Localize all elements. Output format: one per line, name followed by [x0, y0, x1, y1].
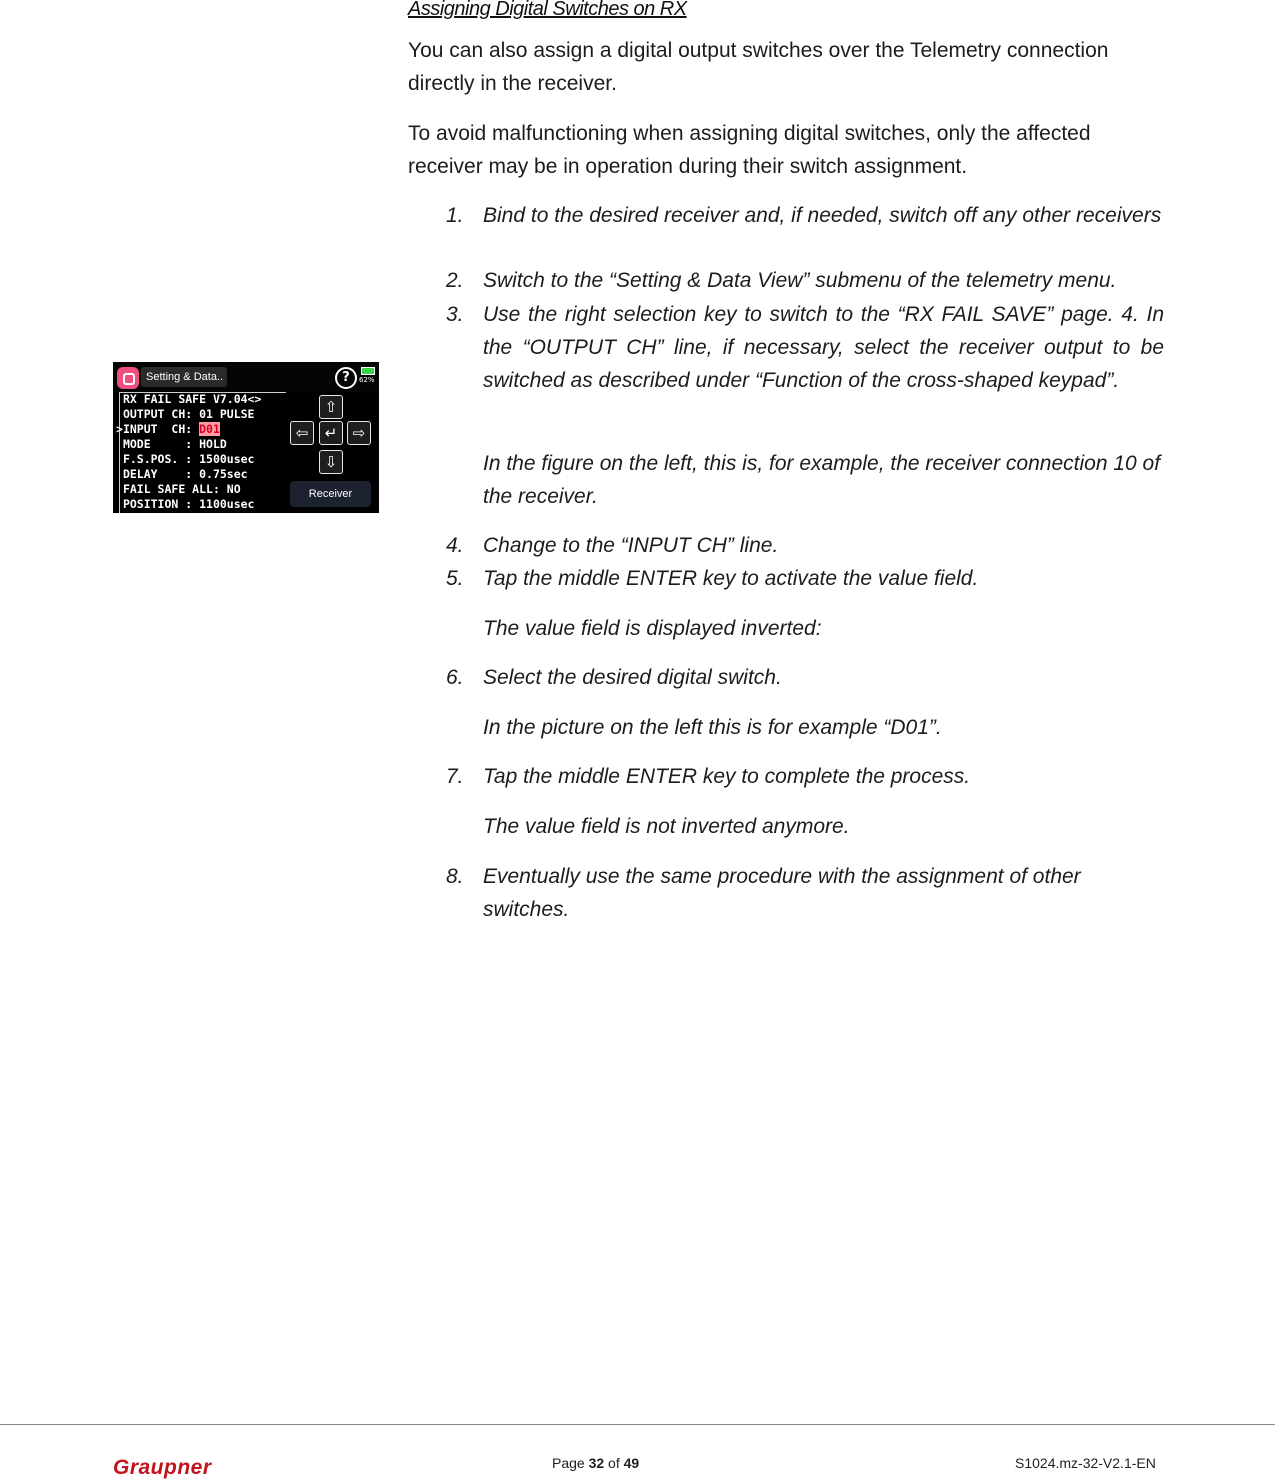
- menu-line-delay[interactable]: DELAY : 0.75sec: [122, 467, 248, 481]
- note-receiver-connection: In the figure on the left, this is, for example, the receiver connection 10 of the receiver.: [483, 452, 1161, 508]
- step-text: Change to the “INPUT CH” line.: [483, 534, 779, 557]
- enter-icon[interactable]: ↵: [319, 421, 343, 445]
- help-icon[interactable]: ?: [335, 367, 357, 389]
- menu-line-position[interactable]: POSITION : 1100usec: [122, 497, 255, 511]
- device-topbar: [113, 362, 379, 392]
- step-text: Bind to the desired receiver and, if needed, switch off any other receivers: [483, 204, 1162, 227]
- note-not-inverted: The value field is not inverted anymore.: [483, 815, 850, 838]
- menu-line-mode[interactable]: MODE : HOLD: [122, 437, 227, 451]
- step-number: 6.: [446, 666, 464, 689]
- menu-line-input-ch[interactable]: >INPUT CH: D01: [116, 422, 220, 436]
- step-number: 2.: [446, 269, 464, 292]
- step-text: Tap the middle ENTER key to activate the value field.: [483, 567, 979, 590]
- step-text: Eventually use the same procedure with the assignment of other switches.: [483, 865, 1081, 921]
- graupner-logo: Graupner: [113, 1456, 212, 1479]
- note-inverted: The value field is displayed inverted:: [483, 617, 822, 640]
- input-ch-value[interactable]: D01: [199, 422, 220, 436]
- step-1: [446, 199, 1164, 232]
- step-text: Use the right selection key to switch to the “RX FAIL SAVE” page. 4. In the “OUTPUT CH” line, if necessary, select the receiver output to be switched as described under “Function of the cross-shaped keypad”.: [483, 303, 1164, 392]
- device-screen-title: Setting & Data..: [141, 367, 227, 387]
- step-number: 3.: [446, 303, 464, 326]
- step-number: 4.: [446, 534, 464, 557]
- step-text: Tap the middle ENTER key to complete the process.: [483, 765, 971, 788]
- arrow-down-icon[interactable]: ⇩: [319, 450, 343, 474]
- step-number: 1.: [446, 204, 464, 227]
- step-5: [446, 562, 1164, 595]
- arrow-left-icon[interactable]: ⇦: [290, 421, 314, 445]
- step-3: [446, 298, 1164, 397]
- menu-line-fs-pos[interactable]: F.S.POS. : 1500usec: [122, 452, 255, 466]
- intro-paragraph-1: You can also assign a digital output switches over the Telemetry connection directly in the receiver.: [408, 39, 1109, 95]
- menu-line-output-ch[interactable]: OUTPUT CH: 01 PULSE: [122, 407, 255, 421]
- step-8: [446, 860, 1164, 926]
- step-number: 5.: [446, 567, 464, 590]
- page-number: Page 32 of 49: [552, 1455, 640, 1471]
- footer-divider: [0, 1424, 1275, 1425]
- step-7: [446, 760, 1164, 793]
- section-heading: Assigning Digital Switches on RX: [408, 0, 687, 20]
- step-6: [446, 661, 1164, 694]
- step-text: Switch to the “Setting & Data View” submenu of the telemetry menu.: [483, 269, 1117, 292]
- battery-level: 62%: [359, 376, 375, 384]
- receiver-button[interactable]: Receiver: [290, 481, 371, 507]
- step-2: [446, 264, 1164, 297]
- step-number: 8.: [446, 865, 464, 888]
- step-4: [446, 529, 1164, 562]
- arrow-right-icon[interactable]: ⇨: [347, 421, 371, 445]
- telemetry-app-icon[interactable]: [117, 367, 139, 389]
- device-screenshot: [113, 362, 379, 513]
- step-number: 7.: [446, 765, 464, 788]
- document-id: S1024.mz-32-V2.1-EN: [1015, 1455, 1156, 1471]
- step-text: Select the desired digital switch.: [483, 666, 782, 689]
- intro-paragraph-2: To avoid malfunctioning when assigning digital switches, only the affected receiver may be in operation during their switch assignment.: [408, 122, 1091, 178]
- arrow-up-icon[interactable]: ⇧: [319, 395, 343, 419]
- note-example-d01: In the picture on the left this is for example “D01”.: [483, 716, 942, 739]
- battery-icon: [361, 367, 375, 375]
- menu-line-fail-safe-all[interactable]: FAIL SAFE ALL: NO: [122, 482, 241, 496]
- menu-line-title: RX FAIL SAFE V7.04<>: [122, 392, 262, 406]
